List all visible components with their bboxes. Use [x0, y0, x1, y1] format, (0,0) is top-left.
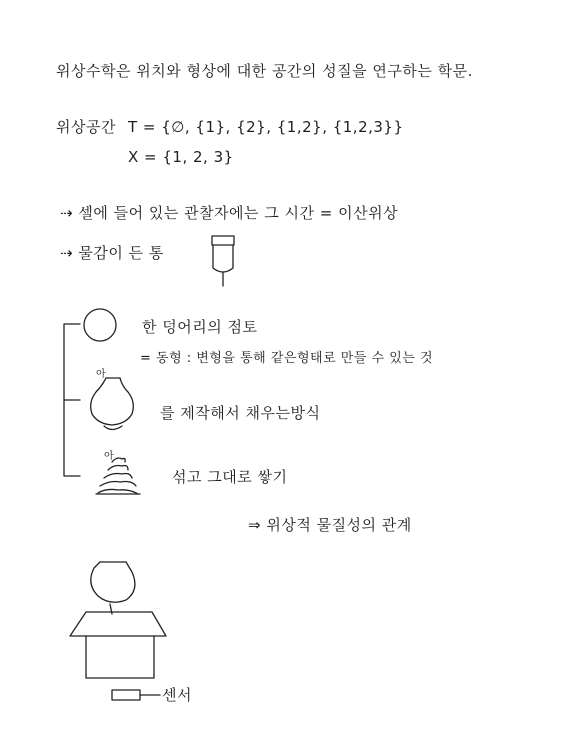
- sensor-label: 센서: [162, 686, 192, 704]
- homeomorphism-definition: = 동형 : 변형을 통해 같은형태로 만들 수 있는 것: [140, 351, 434, 366]
- stacking-label: 섞고 그대로 쌓기: [172, 468, 288, 486]
- intro-line: 위상수학은 위치와 형상에 대한 공간의 성질을 연구하는 학문.: [56, 62, 473, 80]
- clay-lump-label: 한 덩어리의 점토: [142, 318, 258, 336]
- paint-container-drawing: [212, 236, 234, 286]
- vase-drawing: [91, 378, 134, 430]
- clay-lump-drawing: [84, 309, 116, 341]
- topology-set-T: T = {∅, {1}, {2}, {1,2}, {1,2,3}}: [128, 118, 404, 136]
- sensor-drawing: [112, 690, 160, 700]
- arrow-note-paint: ⇢ 물감이 든 통: [60, 244, 164, 262]
- small-annotation-1: 아: [96, 369, 107, 380]
- small-annotation-2: 아: [104, 451, 115, 462]
- topology-set-X: X = {1, 2, 3}: [128, 148, 234, 166]
- topology-space-label: 위상공간: [56, 118, 116, 136]
- conclusion-line: ⇒ 위상적 물질성의 관계: [248, 516, 412, 534]
- arrow-note-observer: ⇢ 셀에 들어 있는 관찰자에는 그 시간 = 이산위상: [60, 204, 399, 222]
- pedestal-vase-drawing: [70, 562, 166, 678]
- coil-pile-drawing: [96, 458, 140, 494]
- vase-method-label: 를 제작해서 채우는방식: [160, 404, 321, 422]
- item-bracket: [64, 324, 80, 476]
